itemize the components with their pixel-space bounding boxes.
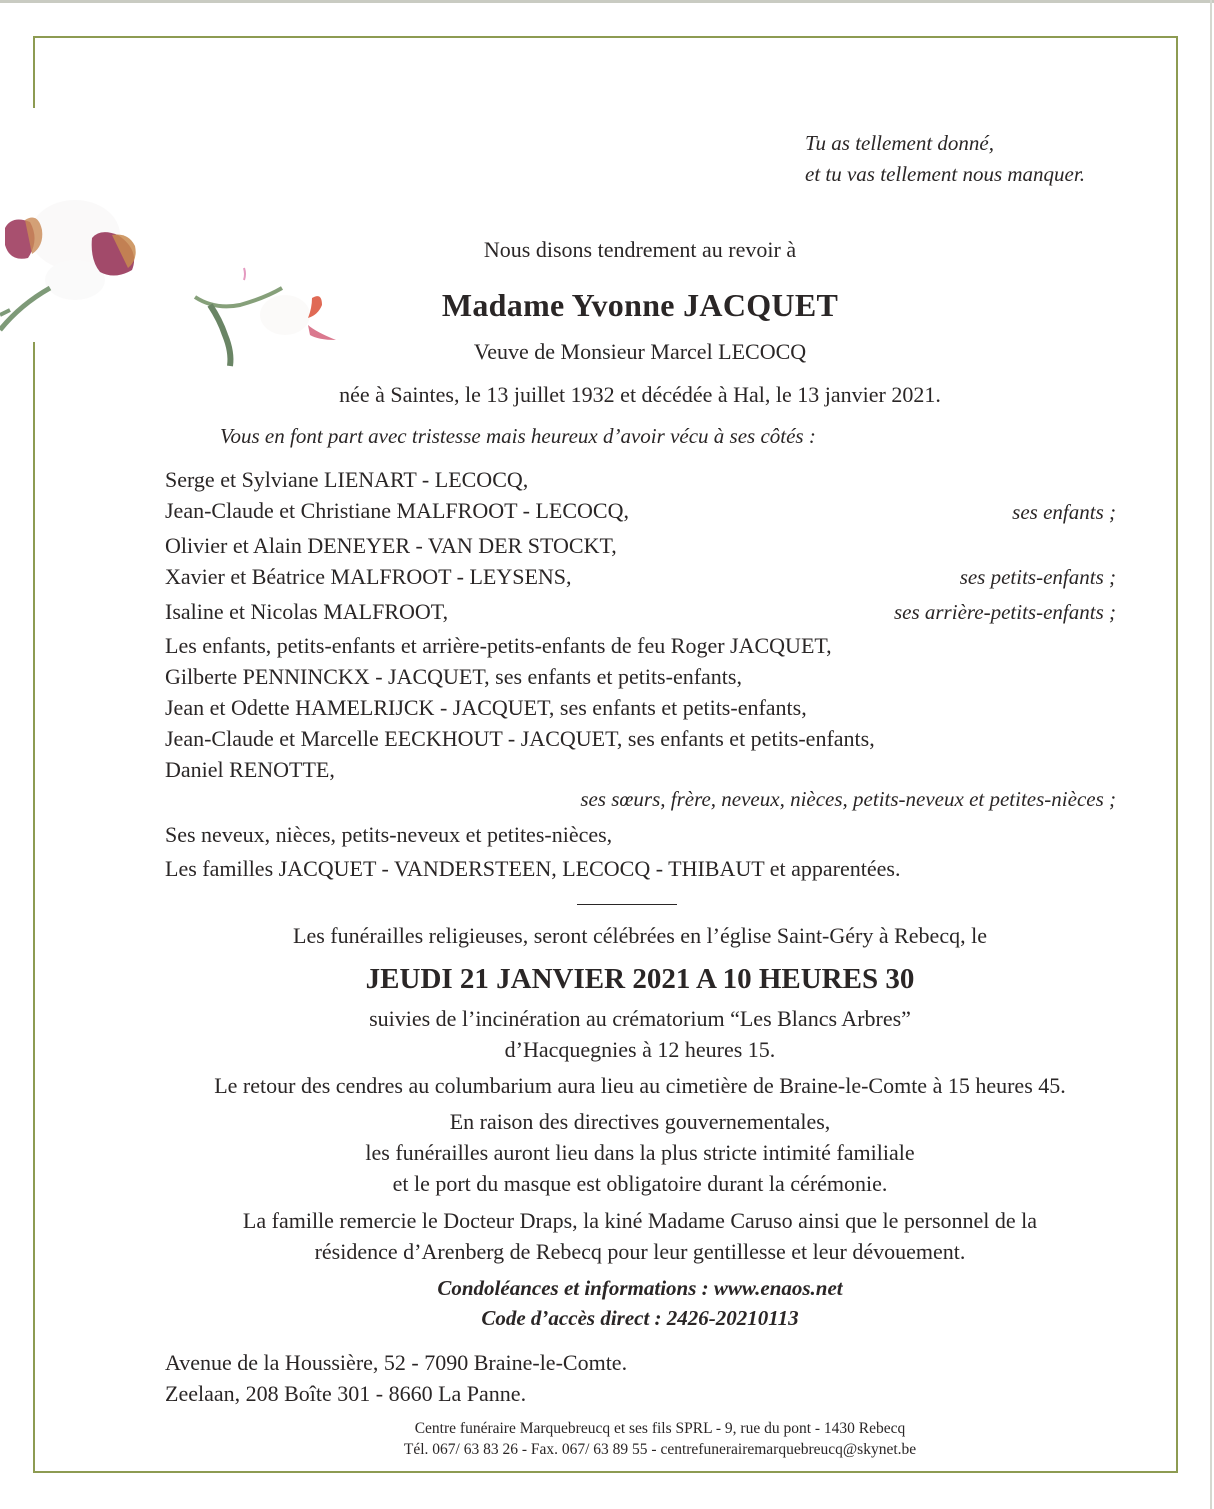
- cremation-line-2: d’Hacquegnies à 12 heures 15.: [504, 1037, 776, 1062]
- deceased-name: Madame Yvonne JACQUET: [441, 287, 839, 323]
- birth-death: née à Saintes, le 13 juillet 1932 et décédée à Hal, le 13 janvier 2021.: [339, 382, 941, 407]
- funeral-intro: Les funérailles religieuses, seront célébrées en l’église Saint-Géry à Rebecq, le: [293, 923, 987, 948]
- frame-border-bottom: [33, 1471, 1178, 1473]
- epigraph-line-1: Tu as tellement donné,: [805, 131, 994, 155]
- family-grandchild-1: Olivier et Alain DENEYER - VAN DER STOCKT,: [165, 533, 617, 558]
- covid-line-3: et le port du masque est obligatoire durant la cérémonie.: [392, 1171, 888, 1196]
- frame-border-left-bottom: [33, 342, 35, 1473]
- widow-of: Veuve de Monsieur Marcel LECOCQ: [473, 339, 807, 364]
- funeral-home-line-1: Centre funéraire Marquebreucq et ses fils SPRL - 9, rue du pont - 1430 Rebecq: [414, 1420, 906, 1437]
- family-sibling-5: Daniel RENOTTE,: [165, 757, 335, 782]
- family-other-1: Ses neveux, nièces, petits-neveux et petites-nièces,: [165, 822, 613, 847]
- frame-border-top: [33, 36, 1178, 38]
- address-1: Avenue de la Houssière, 52 - 7090 Braine-le-Comte.: [165, 1350, 628, 1375]
- announcement: Vous en font part avec tristesse mais heureux d’avoir vécu à ses côtés :: [220, 424, 816, 448]
- family-other-2: Les familles JACQUET - VANDERSTEEN, LECOCQ - THIBAUT et apparentées.: [165, 856, 901, 881]
- family-great-grandchild-1: Isaline et Nicolas MALFROOT,: [165, 599, 449, 624]
- section-divider: [577, 904, 677, 905]
- address-2: Zeelaan, 208 Boîte 301 - 8660 La Panne.: [165, 1381, 527, 1406]
- label-grandchildren: ses petits-enfants ;: [959, 565, 1116, 589]
- label-siblings: ses sœurs, frère, neveux, nièces, petits-neveux et petites-nièces ;: [580, 787, 1116, 811]
- frame-border-left-top: [33, 36, 35, 108]
- label-great-grandchildren: ses arrière-petits-enfants ;: [893, 600, 1116, 624]
- family-grandchild-2: Xavier et Béatrice MALFROOT - LEYSENS,: [165, 564, 572, 589]
- family-sibling-3: Jean et Odette HAMELRIJCK - JACQUET, ses enfants et petits-enfants,: [165, 695, 807, 720]
- family-sibling-1: Les enfants, petits-enfants et arrière-petits-enfants de feu Roger JACQUET,: [165, 633, 832, 658]
- family-child-1: Serge et Sylviane LIENART - LECOCQ,: [165, 467, 529, 492]
- thanks-line-2: résidence d’Arenberg de Rebecq pour leur gentillesse et leur dévouement.: [314, 1239, 966, 1264]
- covid-line-1: En raison des directives gouvernementales,: [449, 1109, 831, 1134]
- family-child-2: Jean-Claude et Christiane MALFROOT - LECOCQ,: [165, 498, 629, 523]
- funeral-home-line-2: Tél. 067/ 63 83 26 - Fax. 067/ 63 89 55 - centrefunerairemarquebreucq@skynet.be: [403, 1441, 917, 1458]
- label-children: ses enfants ;: [1012, 500, 1116, 524]
- epigraph-line-2: et tu vas tellement nous manquer.: [805, 162, 1085, 186]
- family-sibling-2: Gilberte PENNINCKX - JACQUET, ses enfants et petits-enfants,: [165, 664, 742, 689]
- covid-line-2: les funérailles auront lieu dans la plus stricte intimité familiale: [365, 1140, 915, 1165]
- thanks-line-1: La famille remercie le Docteur Draps, la kiné Madame Caruso ainsi que le personnel de la: [242, 1208, 1038, 1233]
- condolences-link[interactable]: Condoléances et informations : www.enaos.net: [437, 1276, 843, 1300]
- family-sibling-4: Jean-Claude et Marcelle EECKHOUT - JACQUET, ses enfants et petits-enfants,: [165, 726, 875, 751]
- cremation-line-1: suivies de l’incinération au crématorium “Les Blancs Arbres”: [369, 1006, 911, 1031]
- scan-edge-top: [0, 0, 1214, 3]
- ashes-info: Le retour des cendres au columbarium aura lieu au cimetière de Braine-le-Comte à 15 heures 45.: [214, 1073, 1066, 1098]
- funeral-date: JEUDI 21 JANVIER 2021 A 10 HEURES 30: [365, 963, 915, 995]
- access-code: Code d’accès direct : 2426-20210113: [481, 1306, 799, 1330]
- intro-text: Nous disons tendrement au revoir à: [483, 237, 797, 262]
